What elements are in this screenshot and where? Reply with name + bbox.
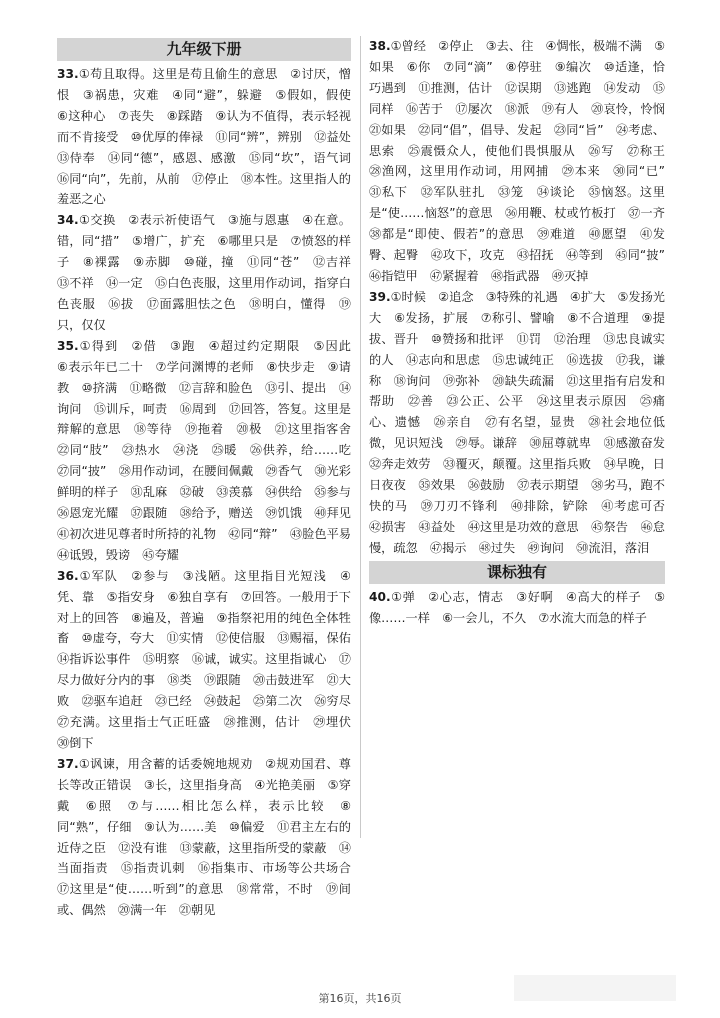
question-33	[57, 64, 364, 210]
question-answer: ①军队 ②参与 ③浅陋。这里指目光短浅 ④凭、靠 ⑤指安身 ⑥独自享有 ⑦回答。一般用于下对上的回答 ⑧遍及，普遍 ⑨指祭祀用的纯色全体牲畜 ⑩虚夸，夸大 ⑪实情 ⑫使信服 ⑬赐福，保佑 ⑭指诉讼事件 ⑮明察 ⑯诚，诚实。这里指诚心 ⑰尽力做好分内的事 ⑱类 ⑲跟随 ⑳击鼓进军 ㉑大败 ㉒驱车追赶 ㉓已经 ㉔鼓起 ㉕第二次 ㉖穷尽 ㉗充满。这里指士气正旺盛 ㉘推测，估计 ㉙埋伏 ㉚倒下	[57, 568, 364, 750]
question-answer: ①时候 ②追念 ③特殊的礼遇 ④扩大 ⑤发扬光大 ⑥发扬，扩展 ⑦称引、譬喻 ⑧不合道理 ⑨提拔、晋升 ⑩赞扬和批评 ⑪罚 ⑫治理 ⑬忠良诚实的人 ⑭志向和思虑 ⑮忠诚纯正 ⑯选拔 ⑰我，谦称 ⑱询问 ⑲弥补 ⑳缺失疏漏 ㉑这里指有启发和帮助 ㉒善 ㉓公正、公平 ㉔这里表示原因 ㉕痛心、遗憾 ㉖亲自 ㉗有名望，显贵 ㉘社会地位低微，见识短浅 ㉙辱。谦辞 ㉚屈尊就卑 ㉛感激奋发 ㉜奔走效劳 ㉝覆灭，颠覆。这里指兵败 ㉞早晚，日日夜夜 ㉟效果 ㊱鼓励 ㊲表示期望 ㊳劣马，跑不快的马 ㊴刀刃不锋利 ㊵排除，铲除 ㊶考虑可否 ㊷损害 ㊸益处 ㊹这里是功效的意思 ㊺祭告 ㊻怠慢，疏忽 ㊼揭示 ㊽过失 ㊾询问 ㊿流泪，落泪	[369, 289, 678, 555]
question-number: 38.	[369, 39, 391, 53]
question-answer: ①得到 ②借 ③跑 ④超过约定期限 ⑤因此 ⑥表示年已二十 ⑦学问渊博的老师 ⑧快步走 ⑨请教 ⑩挤满 ⑪略微 ⑫言辞和脸色 ⑬引、提出 ⑭询问 ⑮训斥，呵责 ⑯周到 ⑰回答，答复。这里是辩解的意思 ⑱等待 ⑲拖着 ⑳极 ㉑这里指客舍 ㉒同“肢” ㉓热水 ㉔浇 ㉕暖 ㉖供养，给……吃 ㉗同“披” ㉘用作动词，在腰间佩戴 ㉙香气 ㉚光彩鲜明的样子 ㉛乱麻 ㉜破 ㉝羡慕 ㉞供给 ㉟参与 ㊱恩宠光耀 ㊲跟随 ㊳给予，赠送 ㊴饥饿 ㊵拜见 ㊶初次进见尊者时所持的礼物 ㊷同“辩” ㊸脸色平易 ㊹诋毁，毁谤 ㊺夸耀	[57, 338, 364, 562]
question-36	[57, 566, 364, 754]
section-title-curriculum-only: 课标独有	[369, 561, 665, 584]
question-answer: ①讽谏，用含蓄的话委婉地规劝 ②规劝国君、尊长等改正错误 ③长，这里指身高 ④光艳美丽 ⑤穿戴 ⑥照 ⑦与……相比怎么样，表示比较 ⑧同“熟”，仔细 ⑨认为……美 ⑩偏爱 ⑪君主左右的近侍之臣 ⑫没有谁 ⑬蒙蔽，这里指所受的蒙蔽 ⑭当面指责 ⑮指责讥刺 ⑯指集市、市场等公共场合 ⑰这里是“使……听到”的意思 ⑱常常，不时 ⑲间或、偶然 ⑳满一年 ㉑朝见	[57, 756, 364, 918]
question-answer: ①弹 ②心志，情志 ③好啊 ④高大的样子 ⑤像……一样 ⑥一会儿，不久 ⑦水流大而急的样子	[369, 589, 665, 625]
question-39	[369, 287, 678, 559]
section-title-grade9-vol2: 九年级下册	[57, 38, 351, 61]
question-answer: ①交换 ②表示祈使语气 ③施与恩惠 ④在意。错，同“措” ⑤增广，扩充 ⑥哪里只是 ⑦愤怒的样子 ⑧裸露 ⑨赤脚 ⑩碰，撞 ⑪同“苍” ⑫吉祥 ⑬不祥 ⑭一定 ⑮白色丧服，这里用作动词，指穿白色丧服 ⑯拔 ⑰面露胆怯之色 ⑱明白，懂得 ⑲只，仅仅	[57, 213, 364, 332]
question-38	[369, 36, 678, 287]
question-answer: ①曾经 ②停止 ③去、往 ④惆怅，极端不满 ⑤如果 ⑥你 ⑦同“滴” ⑧停驻 ⑨编次 ⑩适逢，恰巧遇到 ⑪推测，估计 ⑫误期 ⑬逃跑 ⑭发动 ⑮同样 ⑯苦于 ⑰屡次 ⑱派 ⑲有人 ⑳哀怜，怜悯 ㉑如果 ㉒同“倡”，倡导、发起 ㉓同“旨” ㉔考虑、思索 ㉕震慑众人，使他们畏惧服从 ㉖写 ㉗称王 ㉘渔网，这里用作动词，用网捕 ㉙本来 ㉚同“已” ㉛私下 ㉜军队驻扎 ㉝笼 ㉞谈论 ㉟恼怒。这里是“使……恼怒”的意思 ㊱用鞭、杖或竹板打 ㊲一齐 ㊳都是“即使、假若”的意思 ㊴难道 ㊵愿望 ㊶发臀、起臀 ㊷攻下，攻克 ㊸招抚 ㊹等到 ㊺同“披” ㊻指铠甲 ㊼紧握着 ㊽指武器 ㊾灭掉	[369, 39, 678, 283]
question-number: 40.	[369, 589, 391, 604]
question-number: 35.	[57, 338, 79, 353]
question-37	[57, 754, 364, 921]
question-answer: ①苟且取得。这里是苟且偷生的意思 ②讨厌，憎恨 ③祸患，灾难 ④同“避”，躲避 ⑤假如，假使 ⑥这种心 ⑦丧失 ⑧踩踏 ⑨认为不值得，表示轻视而不肯接受 ⑩优厚的俸禄 ⑪同“辨”，辨别 ⑫益处 ⑬侍奉 ⑭同“德”，感恩、感激 ⑮同“坎”，语气词 ⑯同“向”，先前，从前 ⑰停止 ⑱本性。这里指人的羞恶之心	[57, 67, 364, 207]
question-35	[57, 336, 364, 566]
question-34	[57, 210, 364, 335]
question-number: 37.	[57, 756, 79, 771]
question-number: 36.	[57, 568, 79, 583]
question-number: 39.	[369, 289, 391, 304]
question-number: 33.	[57, 67, 79, 81]
question-number: 34.	[57, 213, 79, 228]
question-40	[369, 587, 665, 629]
right-column	[369, 36, 678, 628]
left-column	[57, 36, 364, 921]
page-footer: 第16页，共16页	[318, 992, 402, 1005]
